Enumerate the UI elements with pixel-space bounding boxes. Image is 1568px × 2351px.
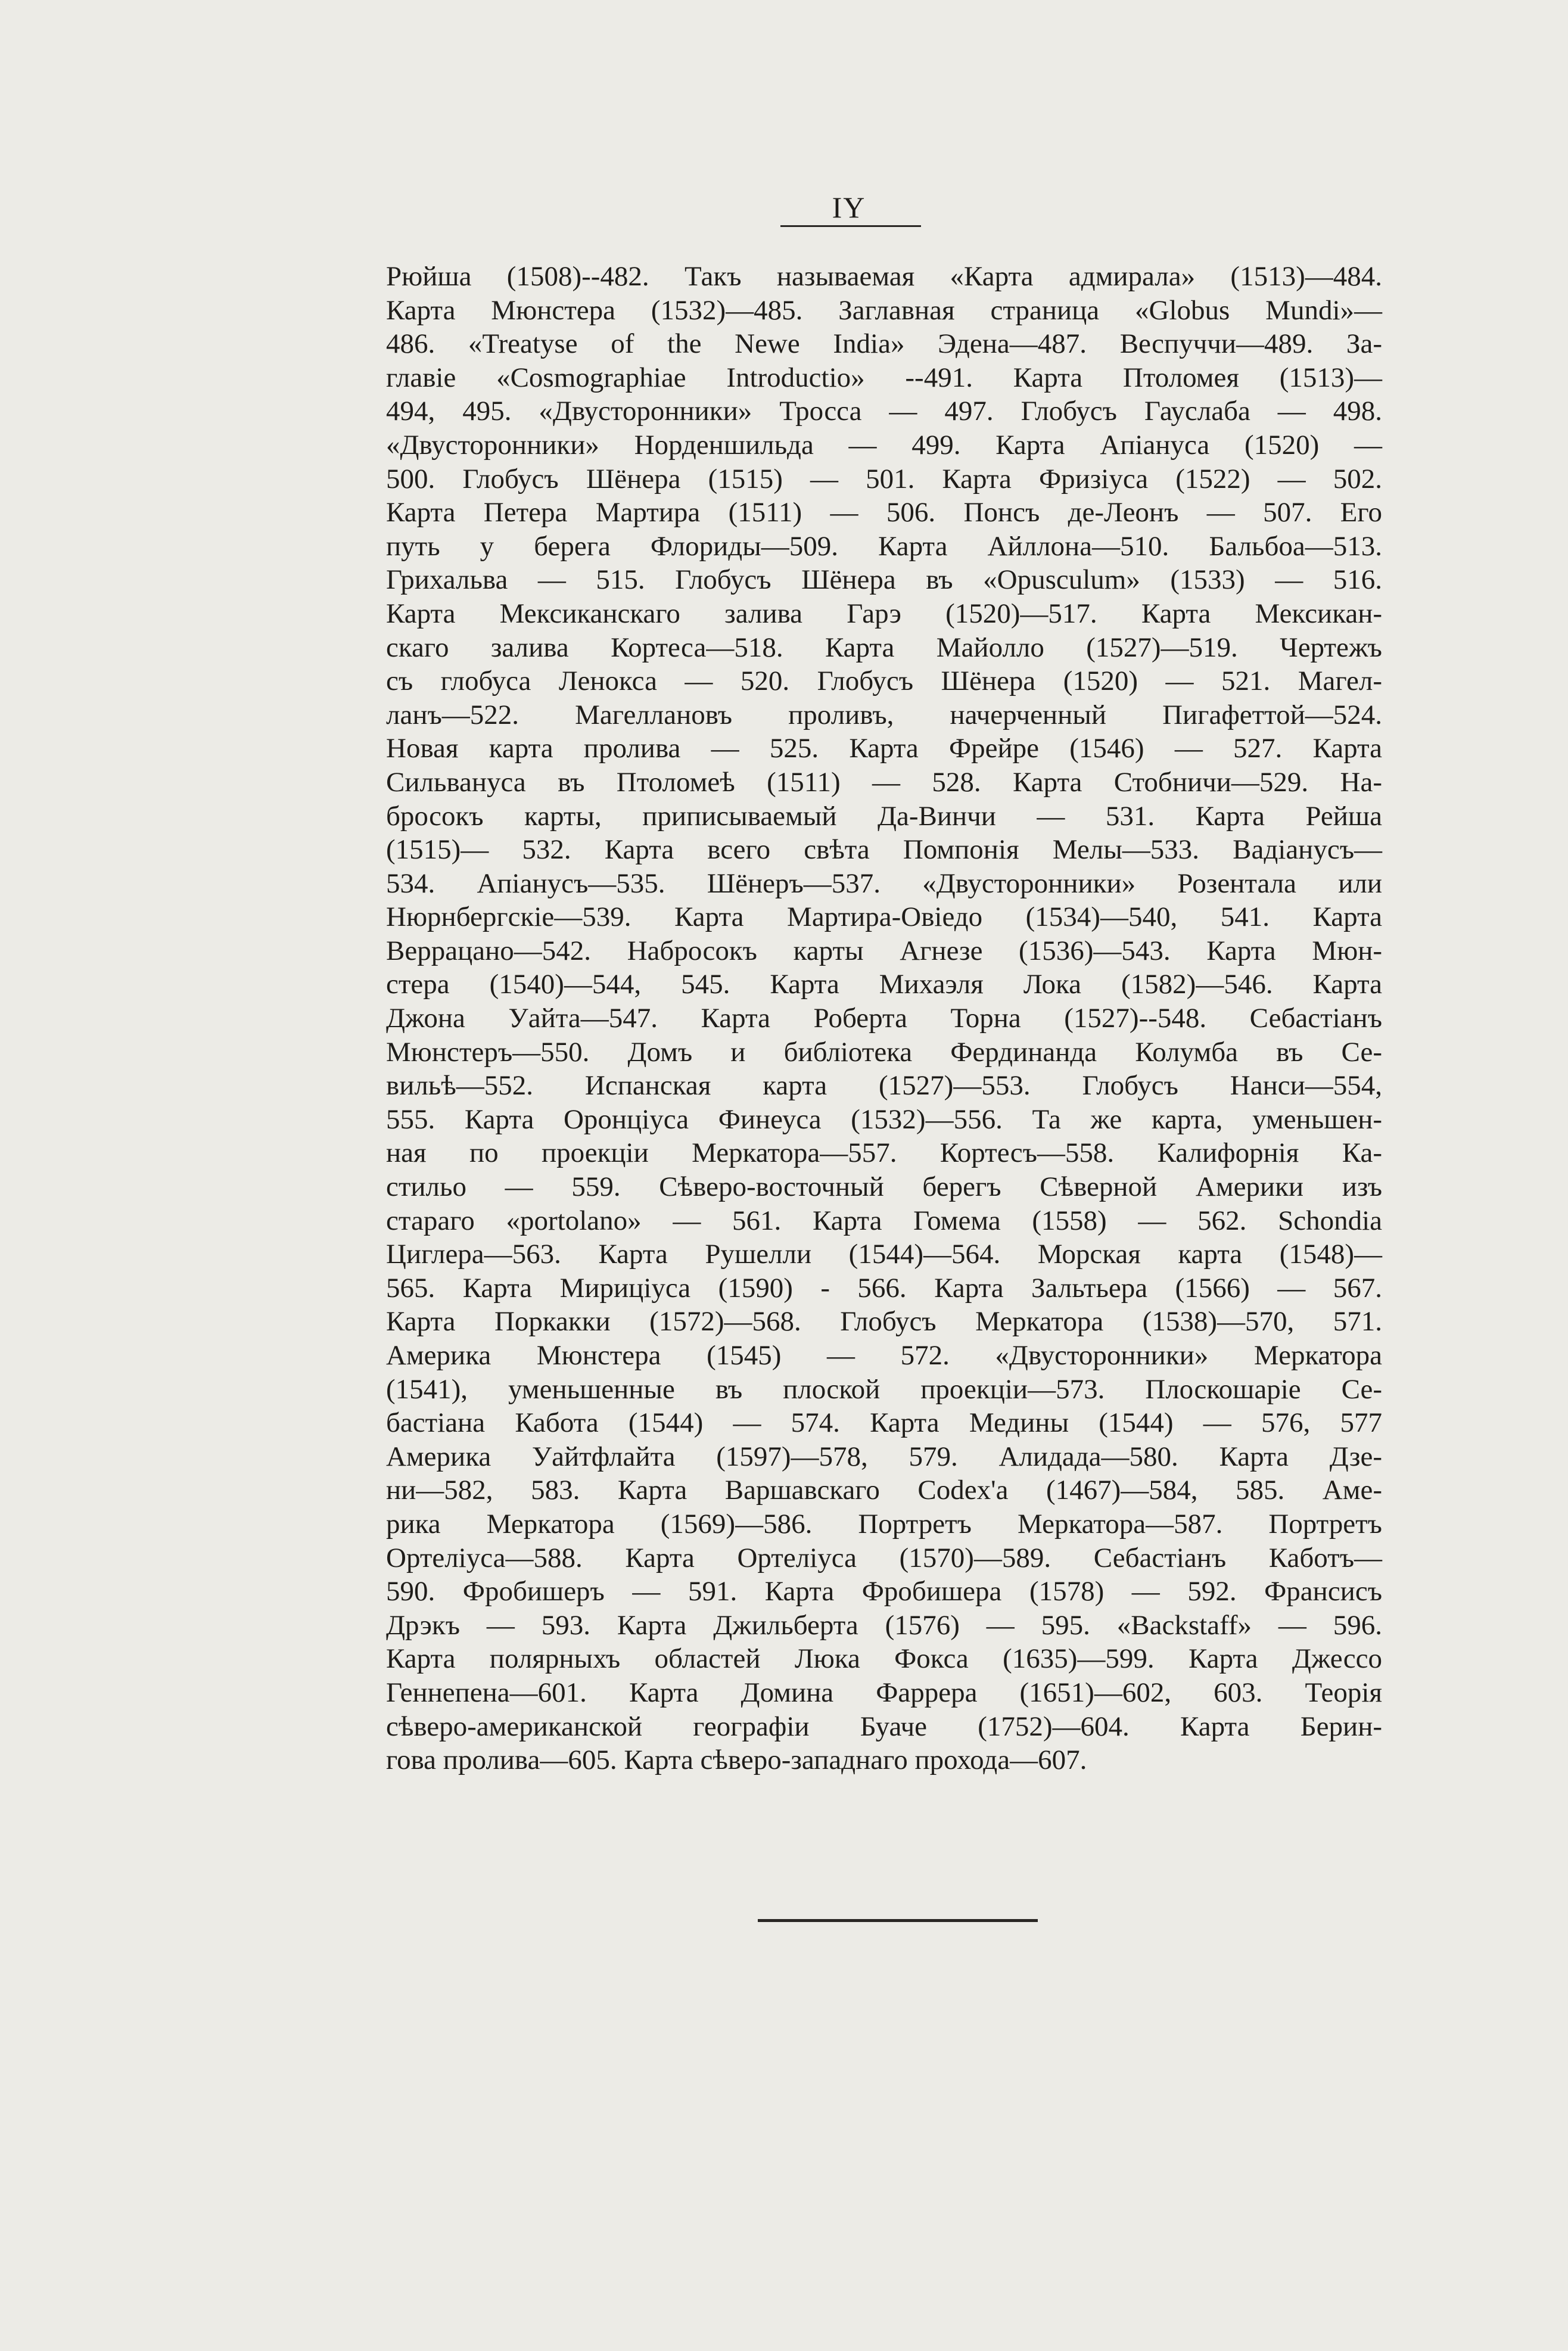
text-line: (1515)— 532. Карта всего свѣта Помпонія Мелы—533. Вадіанусъ— [386,834,1382,866]
text-line: Карта Петера Мартира (1511) — 506. Понсъ де-Леонъ — 507. Его [386,497,1382,528]
text-line: Дрэкъ — 593. Карта Джильберта (1576) — 595. «Backstaff» — 596. [386,1609,1382,1641]
text-line: 565. Карта Мириціуса (1590) - 566. Карта Зальтьера (1566) — 567. [386,1272,1382,1304]
text-line: Веррацано—542. Набросокъ карты Агнезе (1536)—543. Карта Мюн- [386,935,1382,966]
text-line: Мюнстеръ—550. Домъ и библіотека Фердинанда Колумба въ Се- [386,1036,1382,1068]
page-number: IY [832,191,866,224]
text-line: стера (1540)—544, 545. Карта Михаэля Лока (1582)—546. Карта [386,969,1382,1000]
text-line: 494, 495. «Двусторонники» Тросса — 497. Глобусъ Гауслаба — 498. [386,396,1382,427]
text-line: Рюйша (1508)--482. Такъ называемая «Карта адмирала» (1513)—484. [386,261,1382,292]
text-line: бастіана Кабота (1544) — 574. Карта Медины (1544) — 576, 577 [386,1407,1382,1439]
text-line: скаго залива Кортеса—518. Карта Майолло (1527)—519. Чертежъ [386,632,1382,663]
text-line: Циглера—563. Карта Рушелли (1544)—564. Морская карта (1548)— [386,1239,1382,1270]
text-line: Джона Уайта—547. Карта Роберта Торна (1527)--548. Себастіанъ [386,1003,1382,1034]
text-line: вильѣ—552. Испанская карта (1527)—553. Глобусъ Нанси—554, [386,1070,1382,1102]
text-line: рика Меркатора (1569)—586. Портретъ Меркатора—587. Портретъ [386,1508,1382,1540]
text-line: 486. «Treatyse of the Newe India» Эдена—487. Веспуччи—489. За- [386,328,1382,360]
text-line: 534. Апіанусъ—535. Шёнеръ—537. «Двусторонники» Розентала или [386,867,1382,899]
text-line: Америка Мюнстера (1545) — 572. «Двусторонники» Меркатора [386,1340,1382,1371]
text-line: съ глобуса Ленокса — 520. Глобусъ Шёнера (1520) — 521. Магел- [386,666,1382,697]
text-line: Ортеліуса—588. Карта Ортеліуса (1570)—589. Себастіанъ Каботъ— [386,1542,1382,1573]
text-line: Карта полярныхъ областей Люка Фокса (1635)—599. Карта Джессо [386,1643,1382,1675]
text-line: бросокъ карты, приписываемый Да-Винчи — 531. Карта Рейша [386,800,1382,832]
text-line: Новая карта пролива — 525. Карта Фрейре (1546) — 527. Карта [386,733,1382,764]
text-line: стильо — 559. Сѣверо-восточный берегъ Сѣверной Америки изъ [386,1171,1382,1203]
text-line: Карта Мюнстера (1532)—485. Заглавная страница «Globus Mundi»— [386,294,1382,326]
text-line: Америка Уайтфлайта (1597)—578, 579. Алидада—580. Карта Дзе- [386,1441,1382,1472]
text-line: 555. Карта Оронціуса Финеуса (1532)—556. Та же карта, уменьшен- [386,1103,1382,1135]
text-line: Карта Мексиканскаго залива Гарэ (1520)—517. Карта Мексикан- [386,598,1382,629]
text-line: Карта Поркакки (1572)—568. Глобусъ Меркатора (1538)—570, 571. [386,1306,1382,1338]
text-line: гова пролива—605. Карта сѣверо-западнаго прохода—607. [386,1744,1087,1776]
text-line: ланъ—522. Магеллановъ проливъ, начерченный Пигафеттой—524. [386,699,1382,730]
text-line: Нюрнбергскіе—539. Карта Мартира-Овіедо (1534)—540, 541. Карта [386,901,1382,933]
text-line: Геннепена—601. Карта Домина Фаррера (1651)—602, 603. Теорія [386,1677,1382,1708]
text-line: Грихальва — 515. Глобусъ Шёнера въ «Opusculum» (1533) — 516. [386,564,1382,596]
text-line: главіе «Cosmographiae Introductio» --491. Карта Птоломея (1513)— [386,362,1382,393]
illustration-list [386,260,1382,1777]
text-line: сѣверо-американской географіи Буаче (1752)—604. Карта Берин- [386,1711,1382,1742]
footer-rule [758,1919,1038,1922]
text-line: стараго «portolano» — 561. Карта Гомема (1558) — 562. Schondia [386,1205,1382,1236]
text-line: (1541), уменьшенные въ плоской проекціи—573. Плоскошаріе Се- [386,1373,1382,1405]
text-line: ная по проекціи Меркатора—557. Кортесъ—558. Калифорнія Ка- [386,1137,1382,1169]
text-line: «Двусторонники» Норденшильда — 499. Карта Апіануса (1520) — [386,429,1382,461]
header-rule [780,225,921,227]
text-line: Сильвануса въ Птоломеѣ (1511) — 528. Карта Стобничи—529. На- [386,766,1382,798]
text-line: путь у берега Флориды—509. Карта Айллона—510. Бальбоа—513. [386,530,1382,562]
text-line: 500. Глобусъ Шёнера (1515) — 501. Карта Фризіуса (1522) — 502. [386,463,1382,495]
text-line: 590. Фробишеръ — 591. Карта Фробишера (1578) — 592. Франсисъ [386,1576,1382,1607]
text-line: ни—582, 583. Карта Варшавскаго Codex'а (1467)—584, 585. Аме- [386,1475,1382,1506]
